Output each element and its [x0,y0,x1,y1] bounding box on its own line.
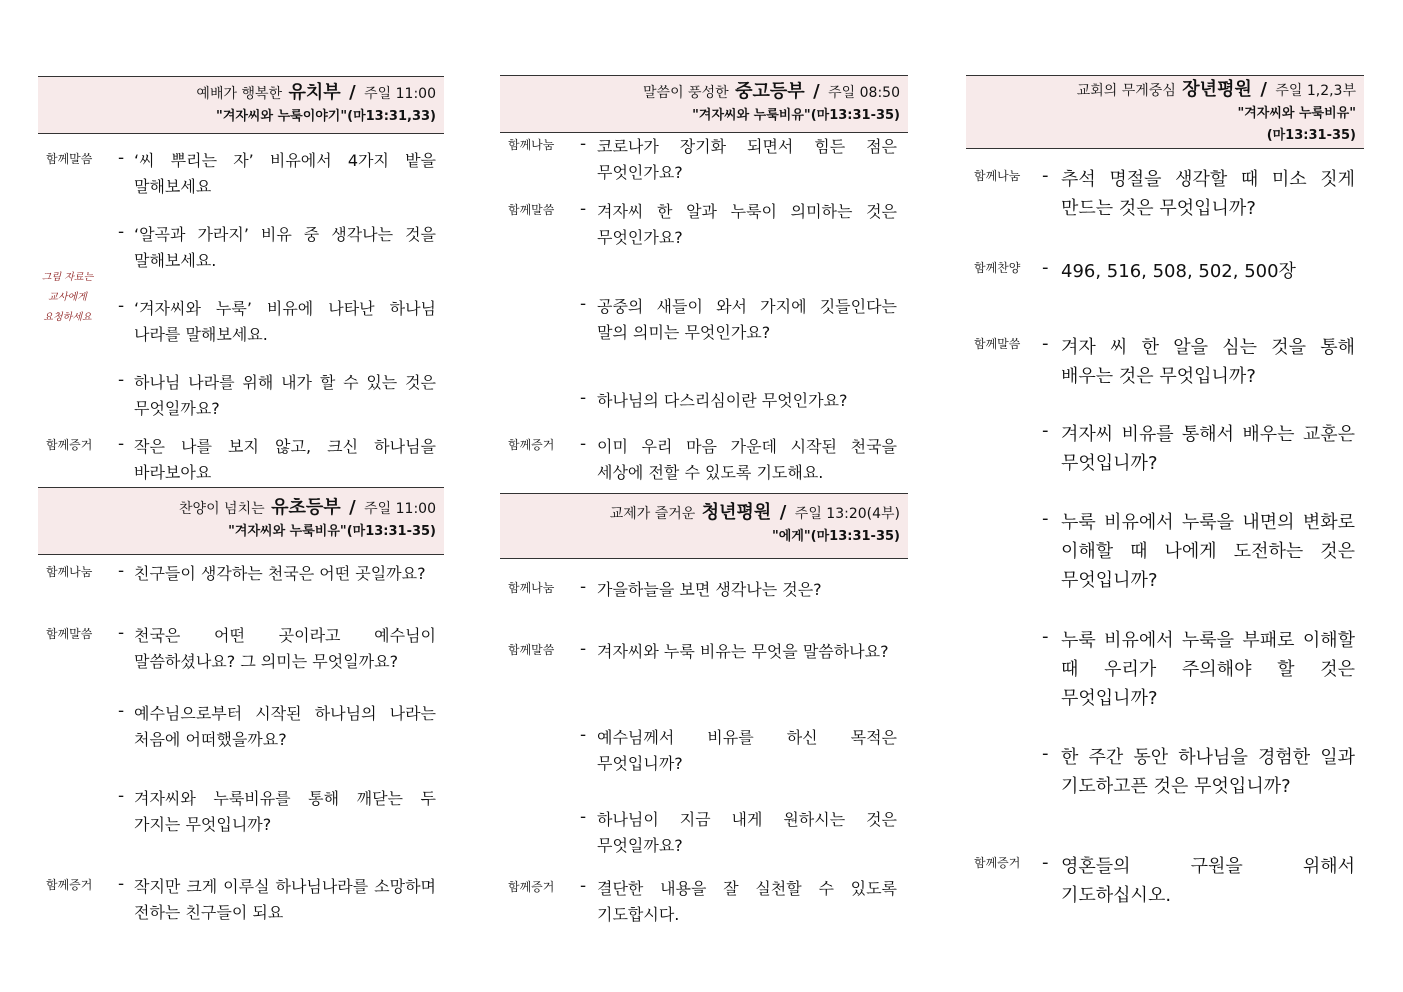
item-text: ‘씨 뿌리는 자’ 비유에서 4가지 밭을 말해보세요 [134,151,436,196]
item-text: 천국은 어떤 곳이라고 예수님이 말씀하셨나요? 그 의미는 무엇일까요? [134,626,436,671]
side-note-line: 요청하세요 [43,312,92,323]
kinder-tagline: 예배가 행복한 [196,86,283,102]
item-text: 추석 명절을 생각할 때 미소 짓게 만드는 것은 무엇입니까? [1061,169,1355,219]
item-text: 겨자씨와 누룩비유를 통해 깨닫는 두 가지는 무엇입니까? [134,789,436,834]
item-text: 496, 516, 508, 502, 500장 [1061,261,1296,282]
youth-title-line: 말씀이 풍성한 중고등부 / 주일 08:50 [643,81,900,102]
kinder-time: 주일 11:00 [364,86,436,102]
adult-title-line: 교회의 무게중심 장년평원 / 주일 1,2,3부 [1076,79,1356,100]
category-label: 함께나눔 [508,581,555,595]
young-adult-title-line: 교제가 즐거운 청년평원 / 주일 13:20(4부) [609,502,900,523]
item-text: 누룩 비유에서 누룩을 내면의 변화로 이해할 때 나에게 도전하는 것은 무엇입니까? [1061,512,1355,591]
item-text: 작지만 크게 이루실 하나님나라를 소망하며 전하는 친구들이 되요 [134,877,436,922]
category-label: 함께증거 [974,856,1021,870]
category-label: 함께나눔 [508,138,555,152]
item-text: 친구들이 생각하는 천국은 어떤 곳일까요? [134,564,426,583]
category-label: 함께말씀 [508,643,555,657]
young-adult-section: 교제가 즐거운 청년평원 / 주일 13:20(4부) "에게"(마13:31-35) 함께나눔 - 가을하늘을 보면 생각나는 것은? 함께말씀 - 겨자씨와 누룩 비유는 무엇을 말씀하나요? - 예수님께서 비유를 하신 목적은 무엇입니까? - 하나님이 지금 내게 원하시는 것은 무엇일까요? 함께증거 - 결단한 내용을 잘 실천할 수 있도록 기도합시다. [500,493,908,938]
elementary-dept: 유초등부 [271,497,341,518]
category-label: 함께증거 [46,438,93,452]
item-text: 코로나가 장기화 되면서 힘든 점은 무엇인가요? [597,137,897,182]
youth-subtitle: "겨자씨와 누룩비유"(마13:31-35) [692,108,900,123]
category-label: 함께찬양 [974,261,1021,275]
item-text: 이미 우리 마음 가운데 시작된 천국을 세상에 전할 수 있도록 기도해요. [597,437,897,482]
adult-tagline: 교회의 무게중심 [1076,83,1176,99]
item-text: 한 주간 동안 하나님을 경험한 일과 기도하고픈 것은 무엇입니까? [1061,747,1355,797]
adult-header [966,75,1364,149]
category-label: 함께말씀 [46,627,93,641]
young-adult-subtitle: "에게"(마13:31-35) [772,529,900,544]
category-label: 함께증거 [508,438,555,452]
category-label: 함께증거 [508,880,555,894]
item-text: 하나님이 지금 내게 원하시는 것은 무엇일까요? [597,810,897,855]
kinder-subtitle: "겨자씨와 누룩이야기"(마13:31,33) [216,109,436,124]
kinder-dept: 유치부 [288,82,341,103]
category-label: 함께말씀 [974,337,1021,351]
kinder-section: 예배가 행복한 유치부 / 주일 11:00 "겨자씨와 누룩이야기"(마13:31,33) 그림 자료는 교사에게 요청하세요 함께말씀 - ‘씨 뿌리는 자’ 비유에서 4가지 밭을 말해보세요 - ‘알곡과 가라지’ 비유 중 생각나는 것을 말해보세요. - ‘겨자씨와 누룩’ 비유에 나타난 하나님 나라를 말해보세요. - 하나님 나라를 위해 내가 할 수 있는 것은 무엇일까요? 함께증거 - 작은 나를 보지 않고, 크신 하나님을 바라보아요 [38,76,444,486]
item-text: 공중의 새들이 와서 가지에 깃들인다는 말의 의미는 무엇인가요? [597,297,897,342]
young-adult-tagline: 교제가 즐거운 [609,506,696,522]
young-adult-header [500,493,908,559]
item-text: ‘알곡과 가라지’ 비유 중 생각나는 것을 말해보세요. [134,225,436,270]
adult-subtitle: "겨자씨와 누룩비유" [1237,106,1356,121]
elementary-subtitle: "겨자씨와 누룩비유"(마13:31-35) [228,524,436,539]
adult-subtitle-ref: (마13:31-35) [1266,128,1356,143]
category-label: 함께말씀 [46,152,93,166]
young-adult-time: 주일 13:20(4부) [794,506,900,522]
item-text: 겨자씨와 누룩 비유는 무엇을 말씀하나요? [597,642,889,661]
elementary-title-line: 찬양이 넘치는 유초등부 / 주일 11:00 [179,497,436,518]
item-text: 작은 나를 보지 않고, 크신 하나님을 바라보아요 [134,437,436,482]
item-text: 가을하늘을 보면 생각나는 것은? [597,580,822,599]
item-text: 예수님으로부터 시작된 하나님의 나라는 처음에 어떠했을까요? [134,704,436,749]
adult-time: 주일 1,2,3부 [1275,83,1356,99]
youth-header [500,75,908,133]
item-text: 겨자씨 비유를 통해서 배우는 교훈은 무엇입니까? [1061,424,1355,474]
kinder-header [38,76,444,134]
youth-section: 말씀이 풍성한 중고등부 / 주일 08:50 "겨자씨와 누룩비유"(마13:31-35) 함께나눔 - 코로나가 장기화 되면서 힘든 점은 무엇인가요? 함께말씀 - 겨자씨 한 알과 누룩이 의미하는 것은 무엇인가요? - 공중의 새들이 와서 가지에 깃들인다는 말의 의미는 무엇인가요? - 하나님의 다스리심이란 무엇인가요? 함께증거 - 이미 우리 마음 가운데 시작된 천국을 세상에 전할 수 있도록 기도해요. [500,75,908,493]
category-label: 함께나눔 [46,565,93,579]
side-note-line: 교사에게 [48,292,87,303]
item-text: 겨자 씨 한 알을 심는 것을 통해 배우는 것은 무엇입니까? [1061,337,1355,387]
item-text: 영혼들의 구원을 위해서 기도하십시오. [1061,856,1355,906]
adult-section: 교회의 무게중심 장년평원 / 주일 1,2,3부 "겨자씨와 누룩비유" (마13:31-35) 함께나눔 - 추석 명절을 생각할 때 미소 짓게 만드는 것은 무엇입니까? 함께찬양 - 496, 516, 508, 502, 500장 함께말씀 - 겨자 씨 한 알을 심는 것을 통해 배우는 것은 무엇입니까? - 겨자씨 비유를 통해서 배우는 교훈은 무엇입니까? - 누룩 비유에서 누룩을 내면의 변화로 이해할 때 나에게 도전하는 것은 무엇입니까? - 누룩 비유에서 누룩을 부패로 이해할 때 우리가 주의해야 할 것은 무엇입니까? - 한 주간 동안 하나님을 경험한 일과 기도하고픈 것은 무엇입니까? 함께증거 - 영혼들의 구원을 위해서 기도하십시오. [966,75,1364,935]
category-label: 함께증거 [46,878,93,892]
category-label: 함께나눔 [974,169,1021,183]
young-adult-dept: 청년평원 [701,502,772,523]
adult-dept: 장년평원 [1182,79,1252,100]
category-label: 함께말씀 [508,203,555,217]
item-text: ‘겨자씨와 누룩’ 비유에 나타난 하나님 나라를 말해보세요. [134,299,436,344]
side-note [40,268,95,328]
side-note-line: 그림 자료는 [41,272,94,283]
item-text: 누룩 비유에서 누룩을 부패로 이해할 때 우리가 주의해야 할 것은 무엇입니까? [1061,630,1355,709]
item-text: 결단한 내용을 잘 실천할 수 있도록 기도합시다. [597,879,897,924]
youth-dept: 중고등부 [735,81,805,102]
item-text: 겨자씨 한 알과 누룩이 의미하는 것은 무엇인가요? [597,202,897,247]
kinder-title-line: 예배가 행복한 유치부 / 주일 11:00 [196,82,436,103]
youth-tagline: 말씀이 풍성한 [643,85,729,101]
item-text: 예수님께서 비유를 하신 목적은 무엇입니까? [597,728,897,773]
item-text: 하나님의 다스리심이란 무엇인가요? [597,391,848,410]
youth-time: 주일 08:50 [828,85,900,101]
elementary-section: 찬양이 넘치는 유초등부 / 주일 11:00 "겨자씨와 누룩비유"(마13:31-35) 함께나눔 - 친구들이 생각하는 천국은 어떤 곳일까요? 함께말씀 - 천국은 어떤 곳이라고 예수님이 말씀하셨나요? 그 의미는 무엇일까요? - 예수님으로부터 시작된 하나님의 나라는 처음에 어떠했을까요? - 겨자씨와 누룩비유를 통해 깨닫는 두 가지는 무엇입니까? 함께증거 - 작지만 크게 이루실 하나님나라를 소망하며 전하는 친구들이 되요 [38,487,444,937]
elementary-header [38,487,444,555]
elementary-tagline: 찬양이 넘치는 [179,501,265,517]
item-text: 하나님 나라를 위해 내가 할 수 있는 것은 무엇일까요? [134,373,436,418]
elementary-time: 주일 11:00 [364,501,436,517]
